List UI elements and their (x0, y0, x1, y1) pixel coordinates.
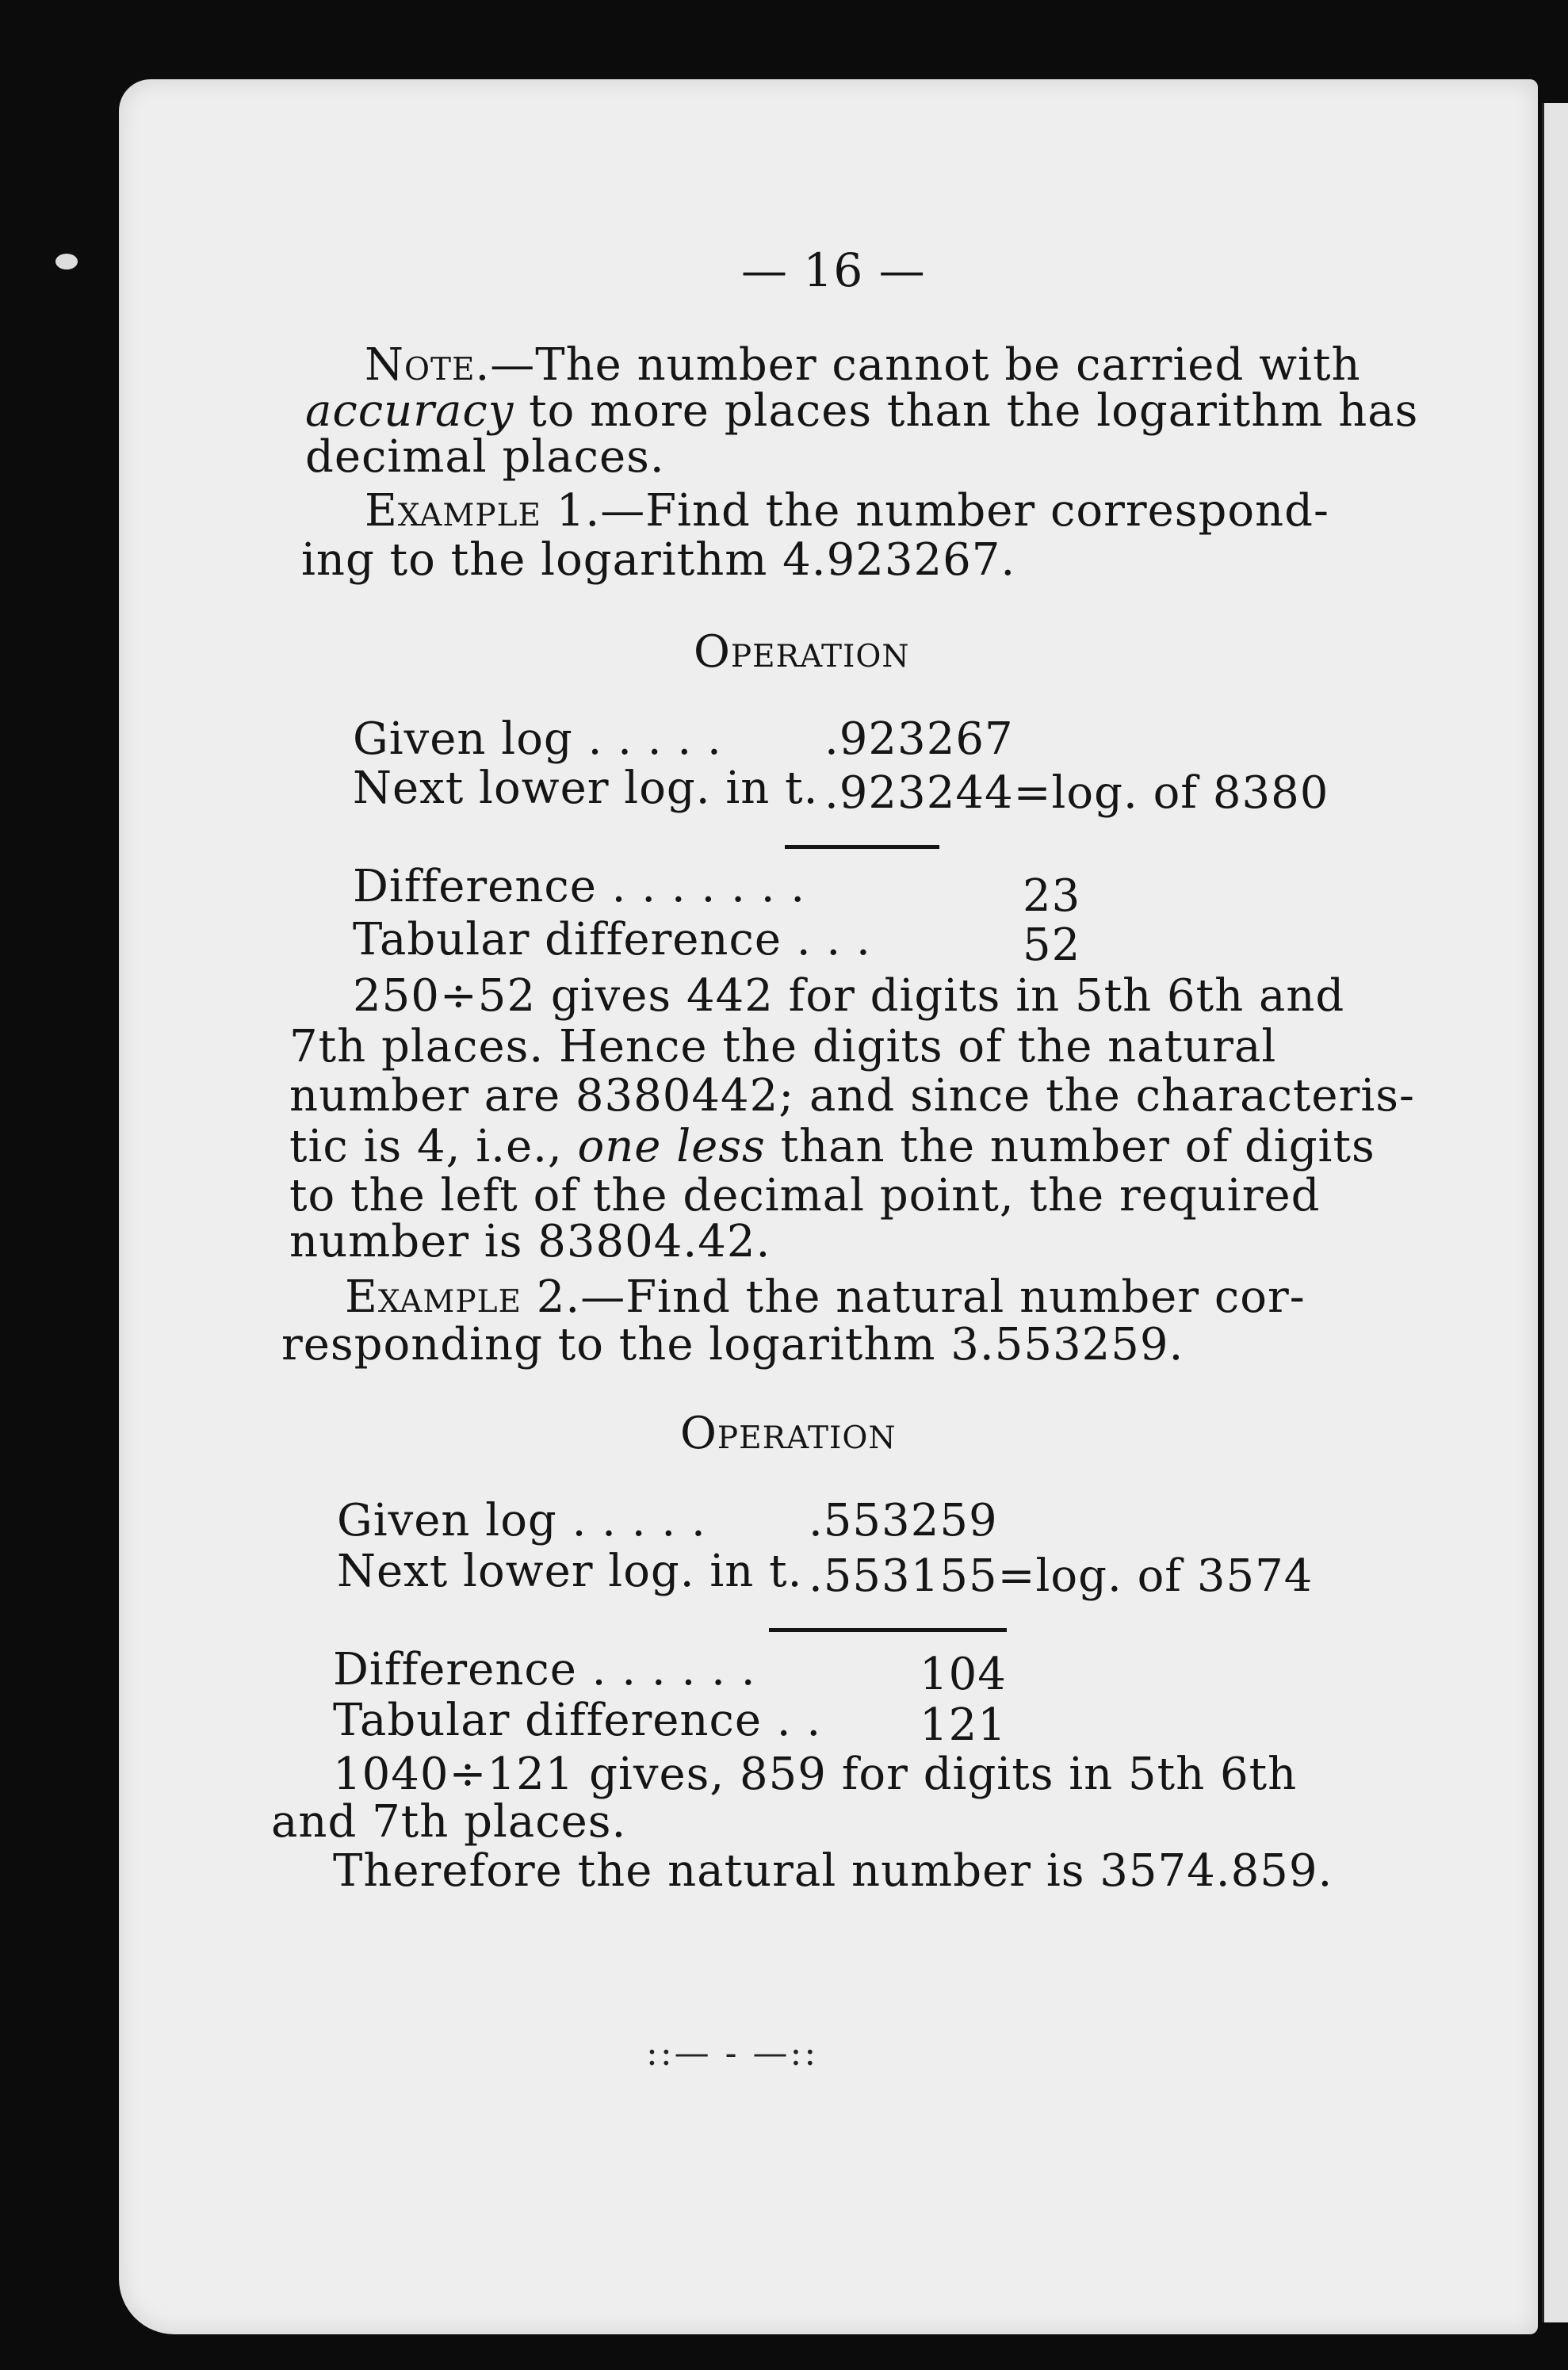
example2-line-1 (345, 1273, 1306, 1322)
ex1-body-6: number is 83804.42. (289, 1216, 771, 1267)
example1-text-1: —Find the number correspond- (600, 485, 1329, 537)
end-ornament: ::— - —:: (646, 2033, 819, 2074)
operation-heading-1: Operation (694, 626, 910, 678)
ex2-conclusion: Therefore the natural number is 3574.859. (333, 1845, 1333, 1897)
ex2-given-value: .553259 (809, 1495, 998, 1546)
ex1-subtraction-rule (785, 845, 939, 849)
ex1-tabular-label: Tabular difference . . . (353, 914, 871, 965)
note-line-1 (365, 341, 1361, 390)
note-line-2 (305, 387, 1418, 436)
page-number: — 16 — (741, 243, 926, 297)
ex1-difference-value: 23 (1023, 870, 1081, 922)
ex1-lower-label: Next lower log. in t. (353, 763, 819, 814)
example1-label: Example 1. (365, 485, 601, 537)
ex1-body-4 (289, 1122, 1375, 1172)
ex1-lower-value: .923244=log. of 8380 (824, 767, 1329, 819)
example2-line-2: responding to the logarithm 3.553259. (281, 1319, 1184, 1370)
ex1-given-value: .923267 (824, 713, 1014, 765)
ex2-tabular-label: Tabular difference . . (333, 1695, 822, 1746)
ex1-tabular-value: 52 (1023, 919, 1081, 971)
example2-text-1: —Find the natural number cor- (580, 1271, 1306, 1323)
ex1-body-3: number are 8380442; and since the characteris- (289, 1070, 1415, 1122)
ex2-lower-value: .553155=log. of 3574 (809, 1550, 1314, 1602)
ex2-difference-label: Difference . . . . . . (333, 1644, 756, 1695)
example1-line-1 (365, 487, 1329, 536)
ex2-body-2: and 7th places. (271, 1796, 627, 1848)
ex2-tabular-value: 121 (920, 1699, 1007, 1751)
facing-page-edge (1542, 103, 1568, 2322)
note-line-3: decimal places. (305, 431, 665, 483)
note-text-1: —The number cannot be carried with (490, 339, 1361, 391)
ex1-body-5: to the left of the decimal point, the required (289, 1170, 1321, 1221)
ex1-given-label: Given log . . . . . (353, 713, 722, 765)
example2-label: Example 2. (345, 1271, 581, 1323)
ex1-body-2: 7th places. Hence the digits of the natural (289, 1021, 1277, 1072)
ex2-lower-label: Next lower log. in t. (337, 1546, 803, 1597)
example1-line-2: ing to the logarithm 4.923267. (301, 534, 1016, 586)
ex1-difference-label: Difference . . . . . . . (353, 861, 806, 912)
ex1-body-4-pre: tic is 4, i.e., (289, 1121, 578, 1172)
ex1-body-4-italic: one less (577, 1121, 766, 1172)
operation-heading-2: Operation (680, 1408, 897, 1459)
ex1-body-1: 250÷52 gives 442 for digits in 5th 6th and (353, 970, 1345, 1022)
ex2-given-label: Given log . . . . . (337, 1495, 706, 1546)
note-italic: accuracy (305, 385, 514, 437)
margin-speck (55, 254, 78, 269)
ex2-body-1: 1040÷121 gives, 859 for digits in 5th 6th (333, 1749, 1298, 1800)
ex2-difference-value: 104 (920, 1649, 1007, 1700)
ex2-subtraction-rule (769, 1628, 1007, 1632)
note-text-2: to more places than the logarithm has (514, 385, 1419, 437)
ex1-body-4-post: than the number of digits (765, 1121, 1375, 1172)
note-label: Note. (365, 339, 491, 391)
